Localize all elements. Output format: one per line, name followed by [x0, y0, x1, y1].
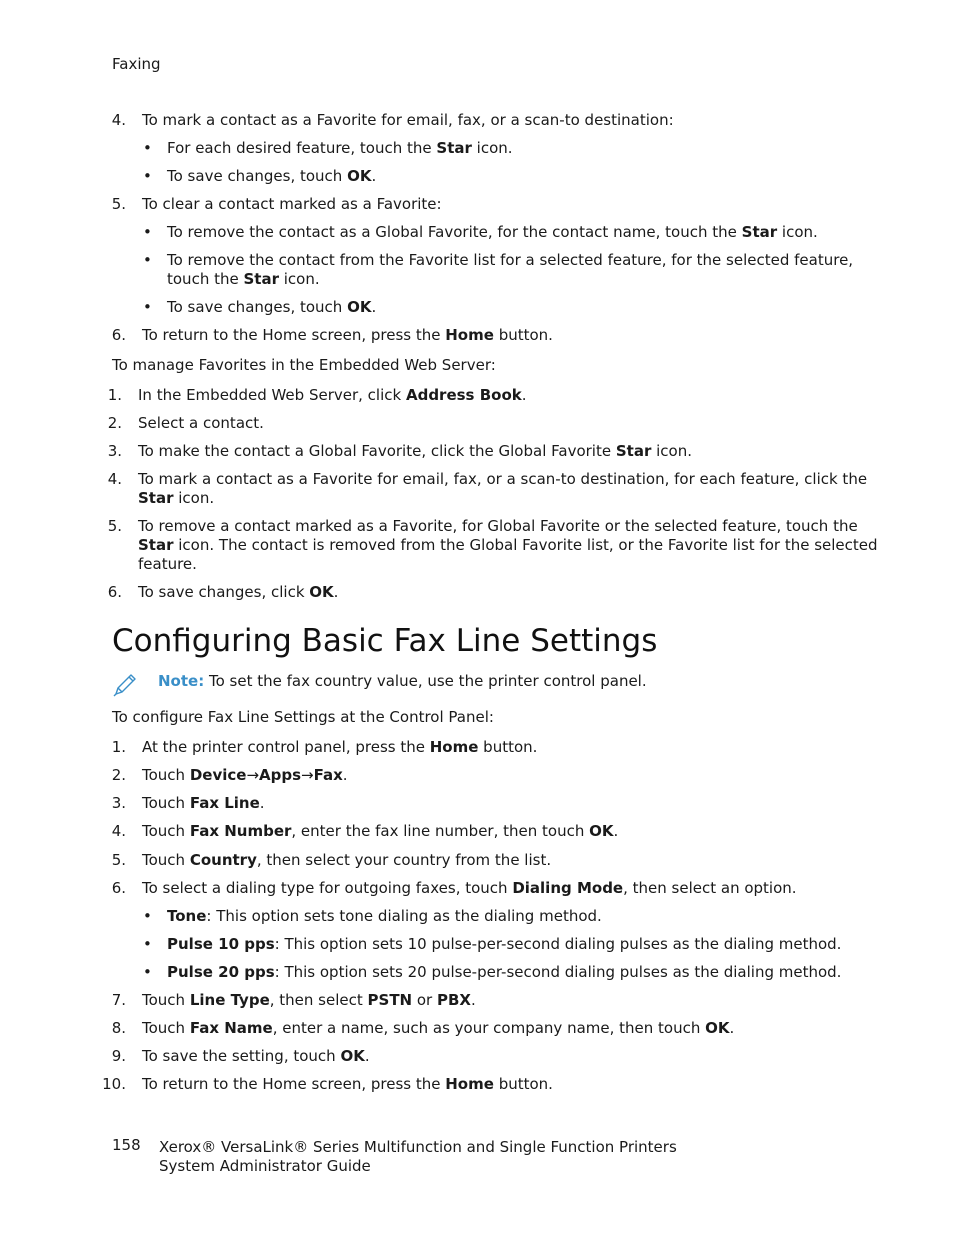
list-item-text: To save changes, touch OK.: [167, 298, 377, 316]
list-item-text: Select a contact.: [138, 414, 264, 432]
list-item-text: Tone: This option sets tone dialing as the dialing method.: [167, 907, 602, 925]
list-item-text: To remove a contact marked as a Favorite, for Global Favorite or the selected feature, touch the: [138, 517, 858, 535]
list-number: 1.: [111, 738, 126, 756]
paragraph: To manage Favorites in the Embedded Web Server:: [112, 356, 496, 374]
list-item-text: To clear a contact marked as a Favorite:: [142, 195, 442, 213]
list-number: 5.: [107, 517, 122, 535]
list-item-text: Touch Fax Line.: [142, 794, 265, 812]
list-item-text: Pulse 20 pps: This option sets 20 pulse-per-second dialing pulses as the dialing method.: [167, 963, 842, 981]
list-item-text: To remove the contact as a Global Favorite, for the contact name, touch the Star icon.: [167, 223, 818, 241]
list-item-text: In the Embedded Web Server, click Address Book.: [138, 386, 527, 404]
list-number: 6.: [111, 879, 126, 897]
page-number: 158: [112, 1136, 141, 1154]
list-item-text: Star icon.: [138, 489, 215, 507]
list-item-text: To remove the contact from the Favorite list for a selected feature, for the selected feature,: [167, 251, 854, 269]
list-item-text: To save changes, click OK.: [138, 583, 339, 601]
list-item-text: To mark a contact as a Favorite for email, fax, or a scan-to destination, for each feature, click the: [138, 470, 868, 488]
list-item-text: To save the setting, touch OK.: [142, 1047, 370, 1065]
list-item-text: Touch Fax Number, enter the fax line number, then touch OK.: [142, 822, 619, 840]
bullet: •: [143, 167, 152, 185]
running-header: Faxing: [112, 55, 161, 73]
list-item-text: Star icon. The contact is removed from the Global Favorite list, or the Favorite list for the selected: [138, 536, 878, 554]
bullet: •: [143, 251, 152, 269]
list-item-text: To return to the Home screen, press the Home button.: [142, 1075, 553, 1093]
list-number: 5.: [111, 195, 126, 213]
list-number: 8.: [111, 1019, 126, 1037]
list-number: 4.: [111, 111, 126, 129]
list-number: 3.: [111, 794, 126, 812]
paragraph: To configure Fax Line Settings at the Control Panel:: [112, 708, 494, 726]
list-item-text: touch the Star icon.: [167, 270, 320, 288]
list-item-text: Touch Fax Name, enter a name, such as your company name, then touch OK.: [142, 1019, 735, 1037]
note-text: To set the fax country value, use the printer control panel.: [204, 672, 647, 690]
note-label: Note:: [158, 672, 205, 690]
list-item-text: Touch Country, then select your country from the list.: [142, 851, 552, 869]
list-item-text: To save changes, touch OK.: [167, 167, 377, 185]
list-number: 9.: [111, 1047, 126, 1065]
section-title: Configuring Basic Fax Line Settings: [112, 623, 658, 659]
list-item-text: Touch Line Type, then select PSTN or PBX.: [142, 991, 476, 1009]
list-number: 4.: [111, 822, 126, 840]
list-item-text: feature.: [138, 555, 197, 573]
list-item-text: For each desired feature, touch the Star icon.: [167, 139, 513, 157]
list-item-text: To select a dialing type for outgoing faxes, touch Dialing Mode, then select an option.: [142, 879, 797, 897]
list-number: 1.: [107, 386, 122, 404]
list-number: 4.: [107, 470, 122, 488]
note: [158, 672, 647, 691]
list-number: 2.: [111, 766, 126, 784]
bullet: •: [143, 298, 152, 316]
bullet: •: [143, 223, 152, 241]
list-number: 5.: [111, 851, 126, 869]
list-item-text: At the printer control panel, press the Home button.: [142, 738, 538, 756]
footer-subtitle: System Administrator Guide: [159, 1157, 371, 1175]
list-item-text: To return to the Home screen, press the Home button.: [142, 326, 553, 344]
bullet: •: [143, 907, 152, 925]
pencil-icon: [112, 672, 138, 698]
list-item-text: To make the contact a Global Favorite, click the Global Favorite Star icon.: [138, 442, 692, 460]
list-item-text: To mark a contact as a Favorite for email, fax, or a scan-to destination:: [142, 111, 674, 129]
list-item-text: Touch Device→Apps→Fax.: [142, 766, 348, 784]
list-number: 7.: [111, 991, 126, 1009]
list-number: 6.: [111, 326, 126, 344]
list-number: 10.: [102, 1075, 126, 1093]
list-number: 3.: [107, 442, 122, 460]
footer-title: Xerox® VersaLink® Series Multifunction and Single Function Printers: [159, 1138, 677, 1156]
list-item-text: Pulse 10 pps: This option sets 10 pulse-per-second dialing pulses as the dialing method.: [167, 935, 842, 953]
list-number: 6.: [107, 583, 122, 601]
bullet: •: [143, 139, 152, 157]
bullet: •: [143, 935, 152, 953]
bullet: •: [143, 963, 152, 981]
list-number: 2.: [107, 414, 122, 432]
